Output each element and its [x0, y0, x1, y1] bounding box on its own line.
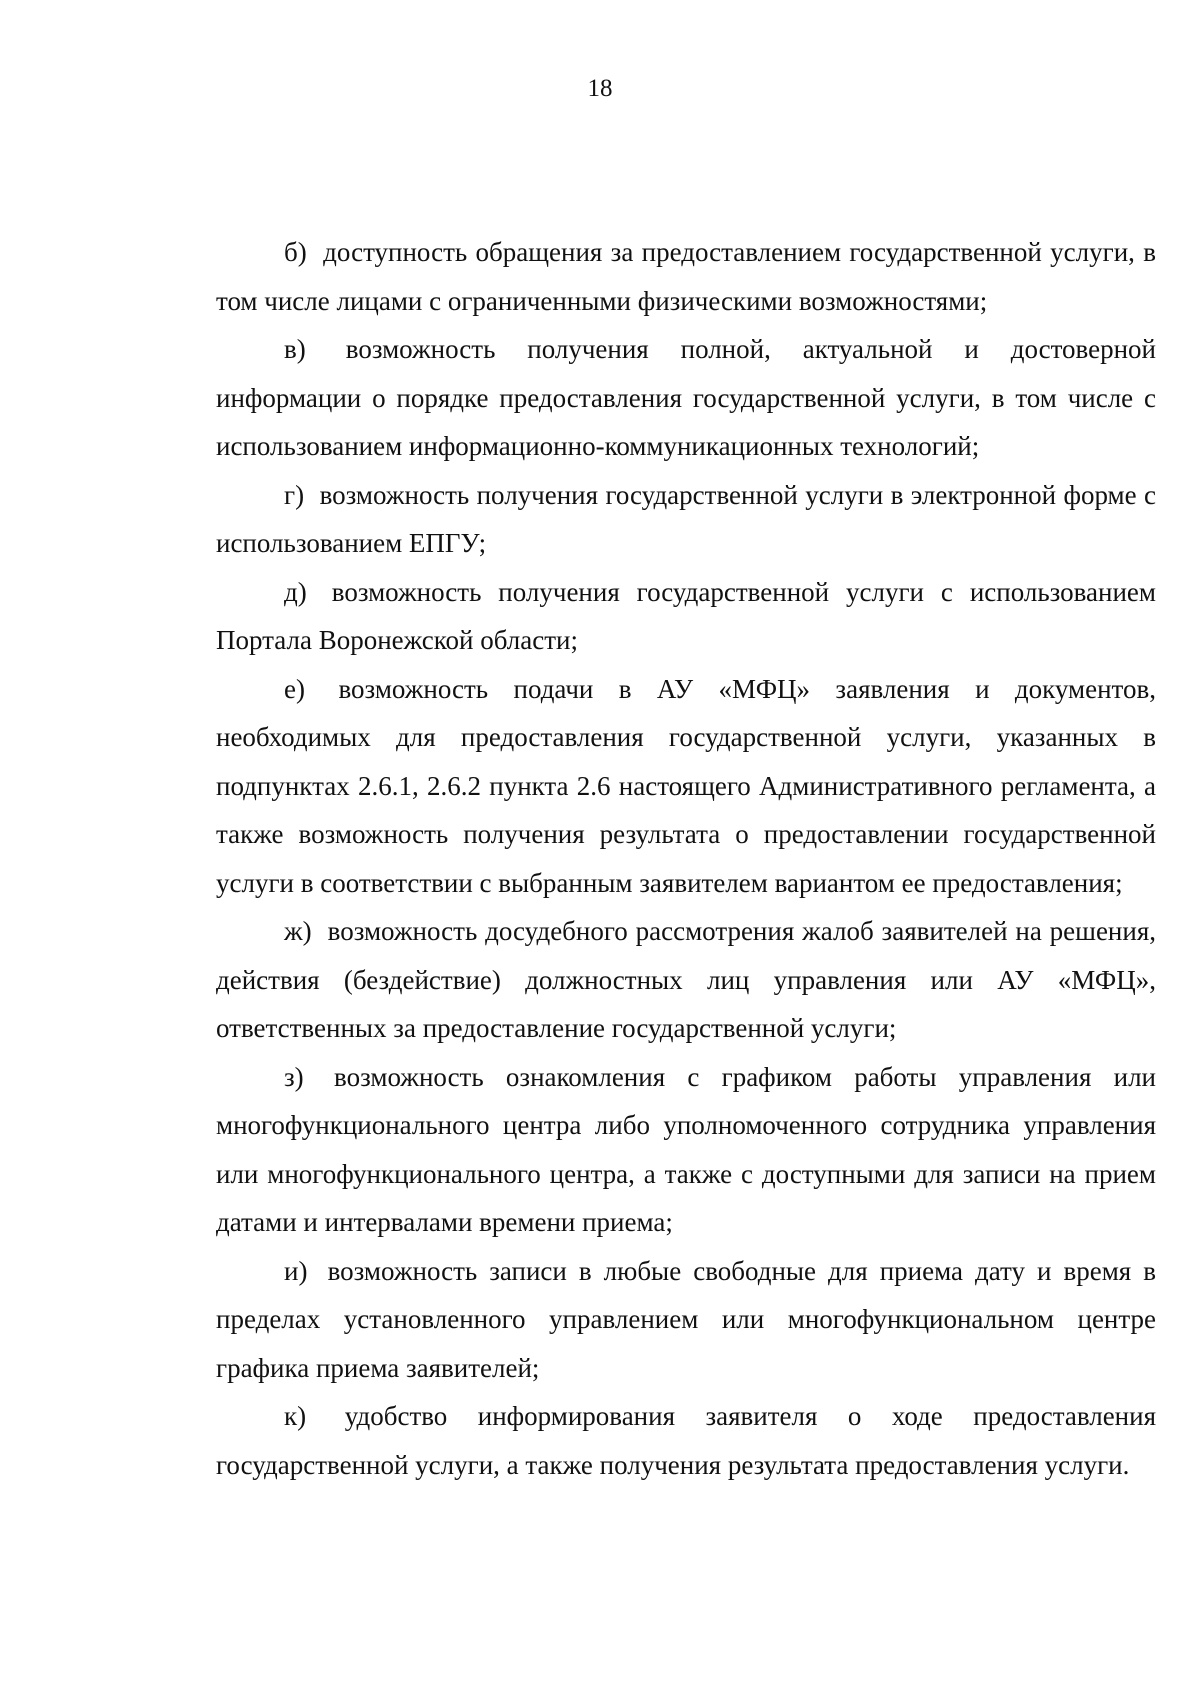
paragraph-text: доступность обращения за предоставлением государственной услуги, в том числе лицами с ограниченными физическими возможностями; [216, 237, 1156, 316]
paragraph-text: возможность получения государственной услуги с использованием Портала Воронежской области; [216, 576, 1156, 655]
paragraph-label: д) [284, 576, 307, 607]
paragraph-i [216, 1247, 1156, 1393]
page-number: 18 [587, 75, 613, 102]
paragraph-k [216, 1392, 1156, 1489]
paragraph-text: возможность досудебного рассмотрения жалоб заявителей на решения, действия (бездействие) должностных лиц управления или АУ «МФЦ», ответственных за предоставление государственной услуги; [216, 916, 1157, 1043]
paragraph-label: б) [284, 237, 307, 267]
paragraph-label: з) [284, 1061, 304, 1092]
paragraph-label: г) [284, 479, 305, 510]
paragraph-label: ж) [284, 916, 312, 946]
paragraph-d [216, 568, 1156, 665]
paragraph-zh [216, 907, 1156, 1053]
paragraph-e [216, 665, 1156, 908]
paragraph-text: возможность получения государственной услуги в электронной форме с использованием ЕПГУ; [216, 479, 1157, 558]
paragraph-z [216, 1053, 1156, 1247]
paragraph-text: возможность получения полной, актуальной и достоверной информации о порядке предоставления государственной услуги, в том числе с использованием информационно-коммуникационных технологий; [216, 334, 1157, 461]
paragraph-text: возможность записи в любые свободные для приема дату и время в пределах установленного управлением или многофункциональном центре графика приема заявителей; [216, 1255, 1156, 1383]
paragraph-text: возможность подачи в АУ «МФЦ» заявления и документов, необходимых для предоставления государственной услуги, указанных в подпунктах 2.6.1, 2.6.2 пункта 2.6 настоящего Административного регламента, а также возможность получения результата о предоставлении государственной услуги в соответствии с выбранным заявителем вариантом ее предоставления; [216, 673, 1156, 898]
paragraph-label: в) [284, 334, 306, 364]
paragraph-v [216, 325, 1156, 471]
paragraph-label: к) [284, 1401, 307, 1431]
paragraph-g [216, 471, 1156, 568]
paragraph-label: и) [284, 1255, 308, 1286]
paragraph-label: е) [284, 673, 305, 704]
paragraph-b [216, 228, 1156, 325]
paragraph-text: удобство информирования заявителя о ходе предоставления государственной услуги, а также получения результата предоставления услуги. [216, 1401, 1156, 1480]
document-body [216, 228, 1156, 1489]
paragraph-text: возможность ознакомления с графиком работы управления или многофункционального центра либо уполномоченного сотрудника управления или многофункционального центра, а также с доступными для записи на прием датами и интервалами времени приема; [216, 1061, 1156, 1237]
